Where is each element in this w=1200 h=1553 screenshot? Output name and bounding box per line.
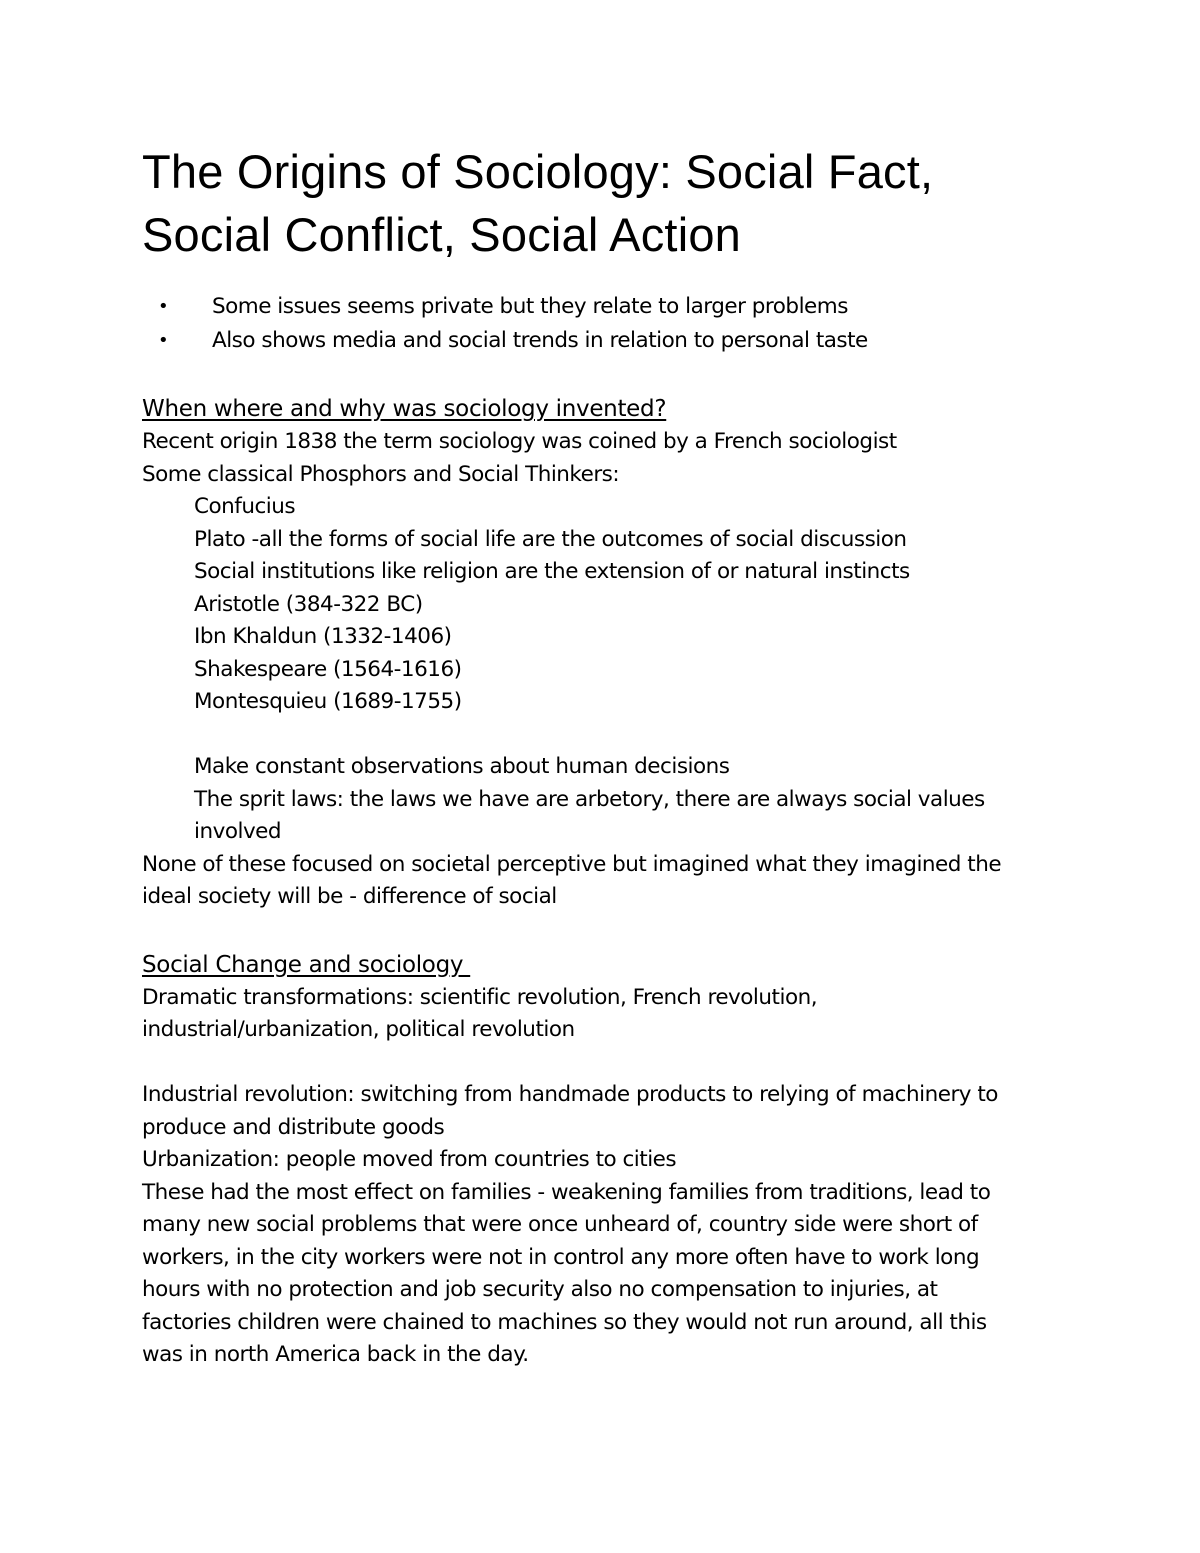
bullet-text: Some issues seems private but they relate to larger problems (212, 294, 848, 319)
list-item: Ibn Khaldun (1332-1406) (194, 624, 452, 649)
bullet-text: Also shows media and social trends in relation to personal taste (212, 328, 868, 353)
list-item: involved (194, 819, 282, 844)
intro-bullet-list (142, 290, 1082, 358)
list-item: Shakespeare (1564-1616) (194, 656, 462, 682)
text-line: hours with no protection and job security also no compensation to injuries, at (142, 1277, 938, 1302)
text-line: Industrial revolution: switching from handmade products to relying of machinery to (142, 1082, 998, 1107)
text-line: industrial/urbanization, political revolution (142, 1017, 575, 1042)
thinkers-list (142, 491, 1082, 849)
section-heading-social-change: Social Change and sociology (142, 951, 471, 978)
text-line: was in north America back in the day. (142, 1342, 529, 1367)
text-line: Dramatic transformations: scientific revolution, French revolution, (142, 984, 818, 1010)
section-heading-origins: When where and why was sociology invented? (142, 396, 667, 422)
document-page (142, 140, 1082, 1372)
list-item: Confucius (194, 494, 296, 519)
section-origins-body (142, 426, 1082, 914)
document-title (142, 140, 1082, 266)
list-item: Make constant observations about human decisions (194, 754, 730, 779)
list-item (142, 324, 1082, 358)
text-line: factories children were chained to machines so they would not run around, all this (142, 1309, 987, 1335)
list-item: The sprit laws: the laws we have are arbetory, there are always social values (194, 786, 985, 812)
list-item (142, 290, 1082, 324)
list-item: Aristotle (384-322 BC) (194, 591, 423, 617)
text-line: Recent origin 1838 the term sociology was coined by a French sociologist (142, 429, 897, 454)
section-social-change-body (142, 982, 1082, 1372)
title-line-2: Social Conflict, Social Action (142, 208, 742, 261)
text-line: ideal society will be - difference of social (142, 884, 557, 909)
text-line: Some classical Phosphors and Social Thinkers: (142, 461, 620, 487)
list-item: Social institutions like religion are the extension of or natural instincts (194, 559, 910, 584)
text-line: many new social problems that were once unheard of, country side were short of (142, 1212, 978, 1237)
list-item: Plato -all the forms of social life are the outcomes of social discussion (194, 526, 907, 552)
text-line: Urbanization: people moved from countries to cities (142, 1147, 677, 1172)
text-line: workers, in the city workers were not in control any more often have to work long (142, 1244, 980, 1270)
bullet-icon: • (158, 330, 169, 351)
text-line: These had the most effect on families - weakening families from traditions, lead to (142, 1179, 991, 1205)
bullet-icon: • (158, 296, 169, 317)
text-line: produce and distribute goods (142, 1114, 445, 1140)
title-line-1: The Origins of Sociology: Social Fact, (142, 145, 934, 198)
text-line: None of these focused on societal perceptive but imagined what they imagined the (142, 851, 1002, 877)
list-item: Montesquieu (1689-1755) (194, 689, 462, 714)
